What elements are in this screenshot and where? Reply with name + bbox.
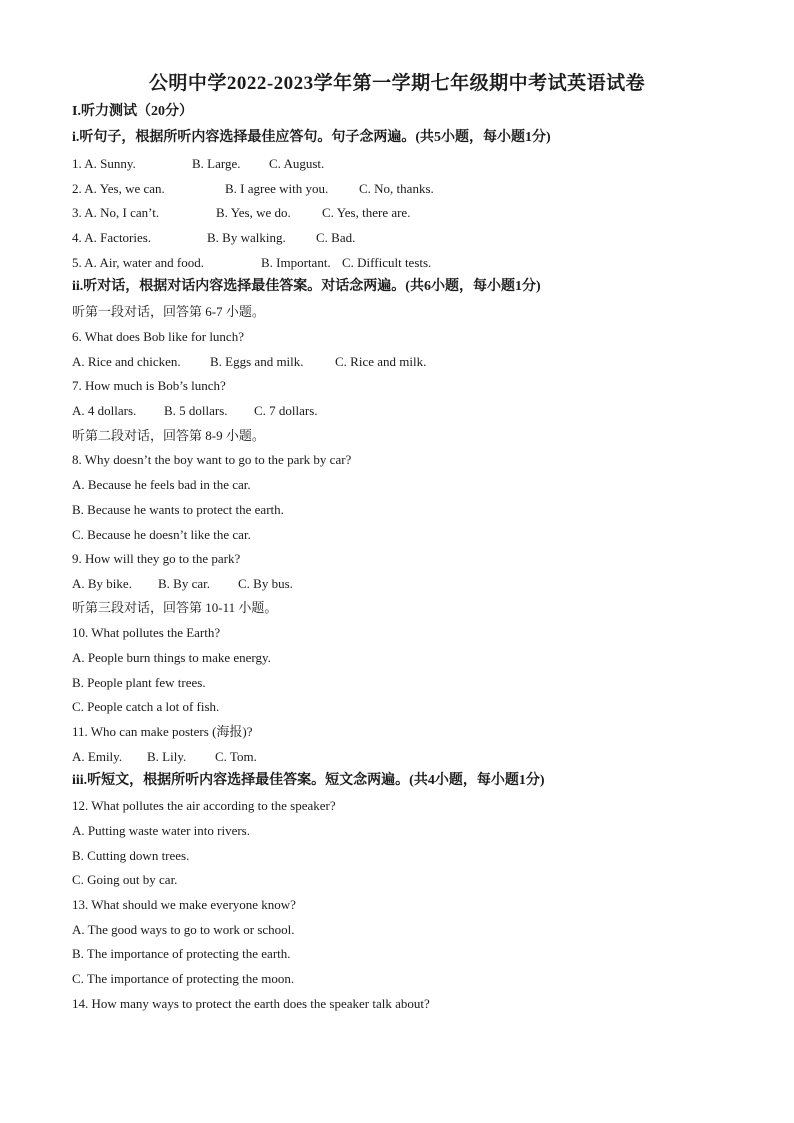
question-8-option-b: B. Because he wants to protect the earth. [72,502,284,517]
dialogue-1-note: 听第一段对话，回答第 6-7 小题。 [72,304,265,319]
option-a: 1. A. Sunny. [72,156,136,171]
question-6-options [72,354,426,370]
question-13-stem: 13. What should we make everyone know? [72,897,296,912]
question-12-option-b: B. Cutting down trees. [72,848,190,863]
dialogue-3-note: 听第三段对话，回答第 10-11 小题。 [72,600,278,615]
option-b: B. 5 dollars. [164,403,228,418]
option-a: 5. A. Air, water and food. [72,255,204,270]
section-heading-listening: I.听力测试（20分） [72,104,193,119]
option-c: C. By bus. [238,576,293,591]
option-c: C. Difficult tests. [342,255,432,270]
option-c: C. Tom. [215,749,257,764]
question-2 [72,181,434,197]
option-b: B. By car. [158,576,210,591]
part-i-instruction: i.听句子，根据所听内容选择最佳应答句。句子念两遍。(共5小题，每小题1分) [72,130,551,145]
option-a: 4. A. Factories. [72,230,152,245]
question-13-option-c: C. The importance of protecting the moon. [72,971,295,986]
question-8-stem: 8. Why doesn’t the boy want to go to the park by car? [72,452,352,467]
option-a: A. 4 dollars. [72,403,137,418]
part-iii-instruction: iii.听短文，根据所听内容选择最佳答案。短文念两遍。(共4小题，每小题1分) [72,773,545,788]
option-a: 2. A. Yes, we can. [72,181,165,196]
option-c: C. Rice and milk. [335,354,427,369]
dialogue-2-note: 听第二段对话，回答第 8-9 小题。 [72,428,265,443]
question-13-option-a: A. The good ways to go to work or school. [72,922,295,937]
question-14-stem: 14. How many ways to protect the earth does the speaker talk about? [72,996,430,1011]
question-9-stem: 9. How will they go to the park? [72,551,241,566]
option-c: C. August. [269,156,325,171]
option-b: B. I agree with you. [225,181,329,196]
question-7-options [72,403,318,419]
option-a: A. Rice and chicken. [72,354,181,369]
question-1 [72,156,324,172]
part-ii-instruction: ii.听对话，根据对话内容选择最佳答案。对话念两遍。(共6小题，每小题1分) [72,279,541,294]
question-13-option-b: B. The importance of protecting the earth. [72,946,291,961]
option-a: 3. A. No, I can’t. [72,205,160,220]
question-7-stem: 7. How much is Bob’s lunch? [72,378,226,393]
option-c: C. 7 dollars. [254,403,318,418]
question-11-stem: 11. Who can make posters (海报)? [72,724,253,739]
question-10-option-c: C. People catch a lot of fish. [72,699,220,714]
option-b: B. By walking. [207,230,286,245]
question-12-stem: 12. What pollutes the air according to the speaker? [72,798,336,813]
question-8-option-c: C. Because he doesn’t like the car. [72,527,251,542]
option-a: A. By bike. [72,576,132,591]
page-title: 公明中学2022-2023学年第一学期七年级期中考试英语试卷 [148,73,646,94]
question-10-stem: 10. What pollutes the Earth? [72,625,221,640]
option-b: B. Large. [192,156,241,171]
option-b: B. Eggs and milk. [210,354,304,369]
option-c: C. Yes, there are. [322,205,411,220]
option-c: C. Bad. [316,230,356,245]
question-10-option-a: A. People burn things to make energy. [72,650,271,665]
question-12-option-c: C. Going out by car. [72,872,178,887]
question-11-options [72,749,257,765]
option-a: A. Emily. [72,749,123,764]
option-b: B. Lily. [147,749,187,764]
question-9-options [72,576,293,592]
question-3 [72,205,410,221]
option-c: C. No, thanks. [359,181,434,196]
option-b: B. Yes, we do. [216,205,291,220]
question-4 [72,230,355,246]
question-5 [72,255,431,271]
question-6-stem: 6. What does Bob like for lunch? [72,329,244,344]
question-10-option-b: B. People plant few trees. [72,675,206,690]
question-12-option-a: A. Putting waste water into rivers. [72,823,250,838]
option-b: B. Important. [261,255,331,270]
question-8-option-a: A. Because he feels bad in the car. [72,477,251,492]
